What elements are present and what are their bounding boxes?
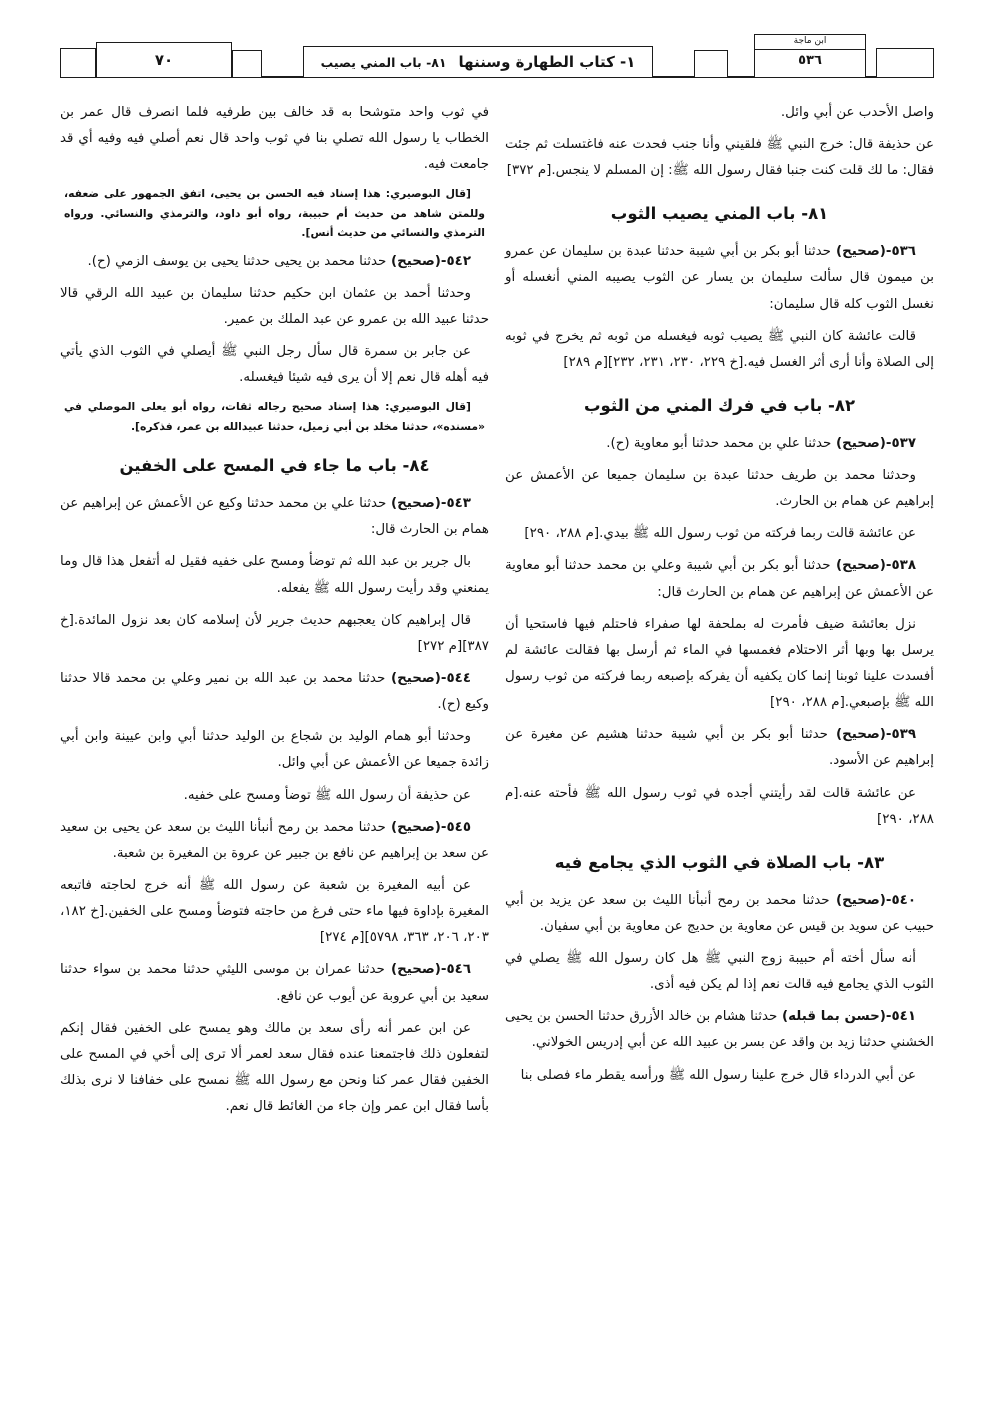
busiri-note: [قال البوصيري: هذا إسناد فيه الحسن بن يحيى، اتفق الجمهور على ضعفه، وللمتن شاهد من حديث أم حبيبة، رواه أبو داود، والترمذي والنسائي. ورواه الترمذي والنسائي من حديث أنس].: [64, 187, 485, 240]
paragraph: وحدثنا أحمد بن عثمان ابن حكيم حدثنا سليمان بن عبيد الله الرقي قالا حدثنا عبيد الله بن عمرو عن عبد الملك بن عمير.: [60, 285, 489, 327]
hadith-number: ٥٣٧-(صحيح): [831, 435, 916, 451]
paragraph: عن أبي الدرداء قال خرج علينا رسول الله ﷺ ورأسه يقطر ماء فصلى بنا: [520, 1067, 916, 1083]
paragraph: نزل بعائشة ضيف فأمرت له بملحفة لها صفراء فاحتلم فيها فاستحيا أن يرسل بها وبها أثر الاحتلام فغمسها في الماء ثم أرسل بها فقالت عائشة لم أفسدت علينا ثوبنا إنما كان يكفيه أن يفركه بإصبعه ربما فركته من ثوب رسول الله ﷺ بإصبعي.[م ٢٨٨، ٢٩٠]: [505, 616, 934, 711]
hadith-number: ٥٤٦-(صحيح): [384, 962, 471, 978]
hadith-text: حدثنا علي بن محمد حدثنا أبو معاوية (ح).: [606, 435, 832, 451]
header-cell-empty-left: [232, 50, 262, 78]
paragraph: قالت عائشة كان النبي ﷺ يصيب ثوبه فيغسله من ثوبه ثم يخرج في ثوبه إلى الصلاة وأنا أرى أثر الغسل فيه.[خ ٢٢٩، ٢٣٠، ٢٣١، ٢٣٢][م ٢٨٩]: [505, 328, 934, 370]
page-number: ٧٠: [154, 51, 174, 69]
hadith-number: ٥٤١-(حسن بما قبله): [777, 1009, 916, 1025]
header-cell-empty-right-edge: [876, 48, 934, 78]
paragraph: واصل الأحدب عن أبي وائل.: [780, 105, 934, 120]
hadith-text: حدثنا محمد بن عبد الله بن نمير وعلي بن محمد قالا حدثنا وكيع (ح).: [60, 670, 489, 713]
kitab-title: ١- كتاب الطهارة وسننها: [458, 53, 636, 71]
hadith-paragraph: [60, 815, 489, 867]
hadith-text: حدثنا أبو بكر بن أبي شيبة وعلي بن محمد حدثنا أبو معاوية عن الأعمش عن إبراهيم عن همام بن الحارث قال:: [505, 558, 934, 600]
paragraph: قال إبراهيم كان يعجبهم حديث جرير لأن إسلامه كان بعد نزول المائدة.[خ ٣٨٧][م ٢٧٢]: [60, 612, 489, 654]
hadith-text: حدثنا محمد بن رمح أنبأنا الليث بن سعد عن يزيد بن أبي حبيب عن سويد بن قيس عن معاوية بن حديج عن معاوية بن أبي سفيان.: [505, 892, 934, 934]
left-column: [60, 94, 489, 1126]
hadith-paragraph: [505, 431, 934, 457]
hadith-number: ٥٤٢-(صحيح): [386, 253, 471, 269]
source-hadith-number: ٥٣٦: [798, 52, 822, 68]
hadith-paragraph: [505, 722, 934, 774]
hadith-number: ٥٣٦-(صحيح): [830, 244, 916, 260]
hadith-paragraph: [60, 666, 489, 718]
header-source-box: [754, 34, 866, 78]
paragraph: أنه سأل أخته أم حبيبة زوج النبي ﷺ هل كان رسول الله ﷺ يصلي في الثوب الذي يجامع فيه قالت نعم إذا لم يكن فيه أذى.: [505, 951, 934, 993]
hadith-text: حدثنا هشام بن خالد الأزرق حدثنا الحسن بن يحيى الخشني حدثنا زيد بن واقد عن بسر بن عبيد الله عن أبي إدريس الخولاني.: [505, 1009, 934, 1051]
hadith-paragraph: [505, 888, 934, 940]
hadith-number: ٥٤٥-(صحيح): [385, 819, 471, 835]
hadith-paragraph: [60, 249, 489, 275]
hadith-paragraph: [60, 491, 489, 543]
hadith-number: ٥٤٠-(صحيح): [829, 892, 916, 908]
hadith-text: حدثنا محمد بن رمح أنبأنا الليث بن سعد عن يحيى بن سعيد عن سعد بن إبراهيم عن نافع بن جبير عن عروة بن المغيرة بن شعبة.: [60, 819, 489, 861]
section-heading: ٨١- باب المني يصيب الثوب: [610, 204, 829, 224]
paragraph: عن أبيه المغيرة بن شعبة عن رسول الله ﷺ أنه خرج لحاجته فاتبعه المغيرة بإداوة فيها ماء حتى فرغ من حاجته فتوضأ ومسح على الخفين.[خ ١٨٢، ٢٠٣، ٢٠٦، ٣٦٣، ٥٧٩٨][م ٢٧٤]: [60, 877, 489, 946]
hadith-paragraph: [60, 957, 489, 1009]
section-heading: ٨٣- باب الصلاة في الثوب الذي يجامع فيه: [554, 852, 885, 872]
paragraph: عن جابر بن سمرة قال سأل رجل النبي ﷺ أيصلي في الثوب الذي يأتي فيه أهله قال نعم إلا أن يرى فيه شيئا فيغسله.: [60, 344, 489, 386]
hadith-text: حدثنا علي بن محمد حدثنا وكيع عن الأعمش عن إبراهيم عن همام بن الحارث قال:: [60, 496, 489, 538]
hadith-paragraph: [505, 1004, 934, 1056]
header-cell-empty-right: [694, 50, 728, 78]
section-heading: ٨٢- باب في فرك المني من الثوب: [583, 396, 856, 415]
paragraph: وحدثنا محمد بن طريف حدثنا عبدة بن سليمان جميعا عن الأعمش عن إبراهيم عن همام بن الحارث.: [505, 468, 934, 510]
paragraph: عن حذيفة قال: خرج النبي ﷺ فلقيني وأنا جنب فحدت عنه فاغتسلت ثم جئت فقال: ما لك قلت كنت جنبا فقال رسول الله ﷺ: إن المسلم لا ينجس.[م ٣٧٢]: [505, 137, 934, 179]
hadith-text: حدثنا أبو بكر بن أبي شيبة حدثنا عبدة بن سليمان عن عمرو بن ميمون قال سألت سليمان بن يسار عن الثوب يصيبه المني أنغسله أو نغسل الثوب كله قال سليمان:: [505, 244, 934, 312]
hadith-number: ٥٤٣-(صحيح): [386, 496, 471, 512]
paragraph: بال جرير بن عبد الله ثم توضأ ومسح على خفيه فقيل له أتفعل هذا قال وما يمنعني وقد رأيت رسول الله ﷺ يفعله.: [60, 554, 489, 596]
paragraph: عن حذيفة أن رسول الله ﷺ توضأ ومسح على خفيه.: [183, 787, 471, 803]
hadith-number: ٥٤٤-(صحيح): [385, 670, 471, 686]
section-heading: ٨٤- باب ما جاء في المسح على الخفين: [119, 456, 430, 476]
text-columns: [60, 94, 934, 1126]
page-number-box: [96, 42, 232, 78]
header-title-box: [303, 46, 653, 78]
paragraph: وحدثنا أبو همام الوليد بن شجاع بن الوليد حدثنا أبي وابن عيينة وابن أبي زائدة جميعا عن الأعمش عن أبي وائل.: [60, 729, 489, 771]
hadith-text: حدثنا محمد بن يحيى حدثنا يحيى بن يوسف الزمي (ح).: [87, 253, 387, 269]
hadith-text: حدثنا أبو بكر بن أبي شيبة حدثنا هشيم عن مغيرة عن إبراهيم عن الأسود.: [505, 727, 934, 769]
paragraph: عن عائشة قالت لقد رأيتني أجده في ثوب رسول الله ﷺ فأحته عنه.[م ٢٨٨، ٢٩٠]: [505, 785, 934, 827]
hadith-number: ٥٣٩-(صحيح): [827, 727, 916, 743]
hadith-paragraph: [505, 553, 934, 605]
busiri-note: [قال البوصيري: هذا إسناد صحيح رجاله ثقات، رواه أبو يعلى الموصلي في «مسنده»، حدثنا مخلد بن أبي زميل، حدثنا عبيدالله بن عمر، فذكره].: [64, 400, 485, 433]
hadith-paragraph: [505, 239, 934, 317]
hadith-number: ٥٣٨-(صحيح): [830, 558, 916, 574]
hadith-text: حدثنا عمران بن موسى الليثي حدثنا محمد بن سواء حدثنا سعيد بن أبي عروبة عن أيوب عن نافع.: [60, 962, 489, 1004]
header-cell-empty-left-edge: [60, 48, 96, 78]
bab-title: ٨١- باب المني يصيب: [320, 54, 447, 70]
right-column: [505, 94, 934, 1095]
paragraph: عن عائشة قالت ربما فركته من ثوب رسول الله ﷺ بيدي.[م ٢٨٨، ٢٩٠]: [524, 526, 916, 542]
source-name-label: ابن ماجة: [755, 35, 865, 50]
paragraph: عن ابن عمر أنه رأى سعد بن مالك وهو يمسح على الخفين فقال إنكم لتفعلون ذلك فاجتمعنا عنده فقال سعد لعمر ألا ترى إلى أخي في المسح على الخفين فقال عمر كنا ونحن مع رسول الله ﷺ نمسح على خفافنا لا نرى بذلك بأسا فقال ابن عمر وإن جاء من الغائط قال نعم.: [60, 1020, 489, 1115]
paragraph: في ثوب واحد متوشحا به قد خالف بين طرفيه فلما انصرف قال عمر بن الخطاب يا رسول الله تصلي بنا في ثوب واحد قال نعم أصلي فيه وفيه أي قد جامعت فيه.: [60, 105, 489, 173]
page-header: [60, 30, 934, 78]
